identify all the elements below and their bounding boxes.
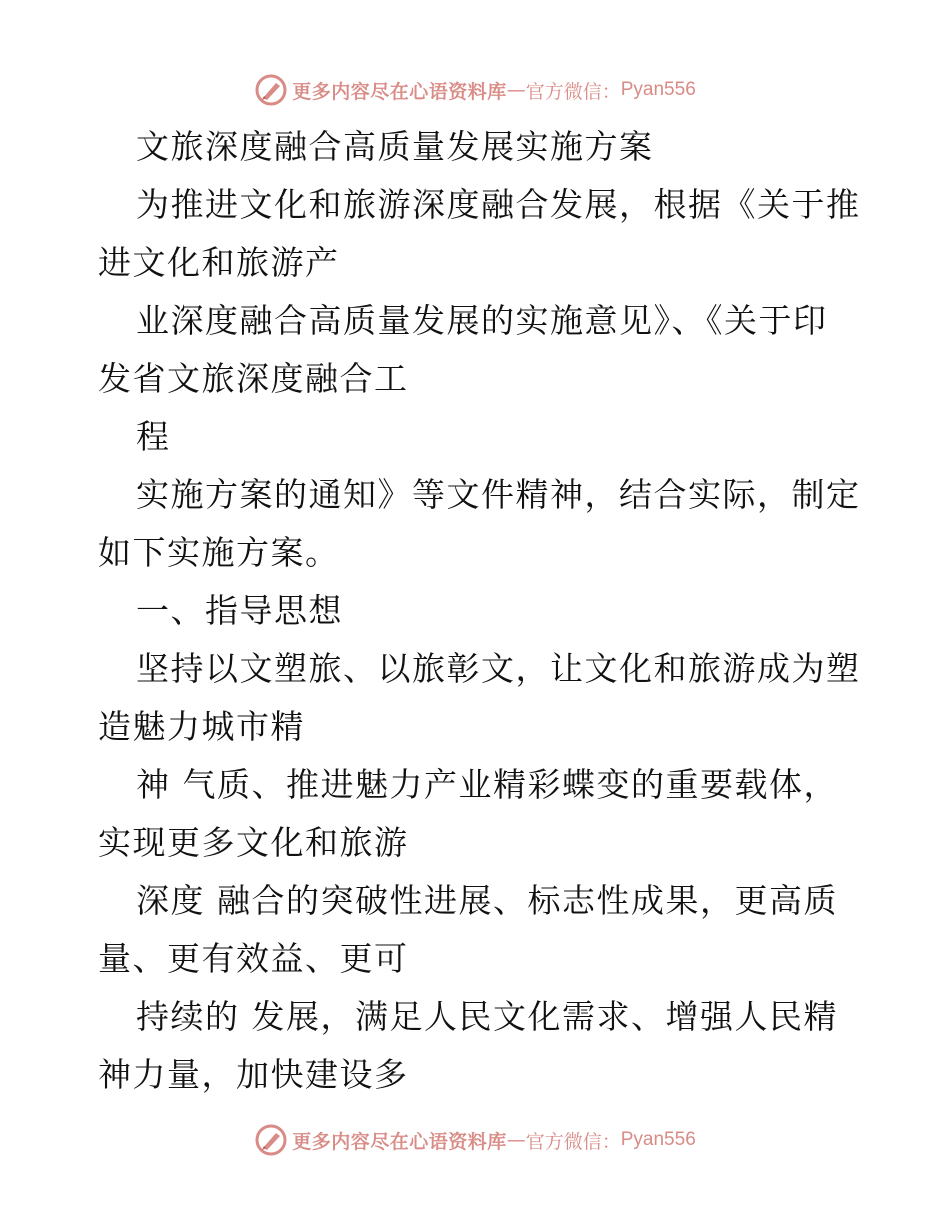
text-line: 持续的 发展，满足人民文化需求、增强人民精 — [136, 997, 838, 1036]
quill-pen-logo-icon — [254, 1123, 288, 1157]
footer-watermark — [0, 1120, 950, 1160]
text-line: 实施方案的通知》等文件精神，结合实际，制定 — [136, 475, 861, 514]
text-line: 为推进文化和旅游深度融合发展，根据《关于推 — [136, 185, 861, 224]
text-line: 坚持以文塑旅、以旅彰文，让文化和旅游成为塑 — [136, 649, 861, 688]
watermark-wechat-label: 官方微信： — [525, 80, 621, 103]
quill-pen-logo-icon — [254, 73, 288, 107]
watermark-text: 更多内容尽在心语资料库 — [292, 1130, 507, 1153]
document-body — [98, 118, 861, 1104]
text-line: 神 气质、推进魅力产业精彩蝶变的重要载体， — [136, 765, 838, 804]
watermark-wechat-label: 官方微信： — [525, 1130, 621, 1153]
text-line: 程 — [136, 417, 171, 456]
text-line: 实现更多文化和旅游 — [98, 823, 409, 862]
watermark-separator: — — [506, 1129, 526, 1151]
watermark-wechat-id: Pyan556 — [620, 79, 696, 100]
text-line: 发省文旅深度融合工 — [98, 359, 409, 398]
header-watermark — [0, 70, 950, 110]
text-line: 造魅力城市精 — [98, 707, 305, 746]
document-title: 文旅深度融合高质量发展实施方案 — [136, 127, 654, 166]
text-line: 进文化和旅游产 — [98, 243, 340, 282]
section-heading: 一、指导思想 — [136, 591, 343, 630]
text-line: 神力量，加快建设多 — [98, 1055, 409, 1094]
text-line: 如下实施方案。 — [98, 533, 340, 572]
watermark-separator: — — [506, 79, 526, 101]
text-line: 深度 融合的突破性进展、标志性成果，更高质 — [136, 881, 838, 920]
text-line: 量、更有效益、更可 — [98, 939, 409, 978]
watermark-text: 更多内容尽在心语资料库 — [292, 80, 507, 103]
text-line: 业深度融合高质量发展的实施意见》、《关于印 — [136, 301, 828, 340]
watermark-wechat-id: Pyan556 — [620, 1129, 696, 1150]
